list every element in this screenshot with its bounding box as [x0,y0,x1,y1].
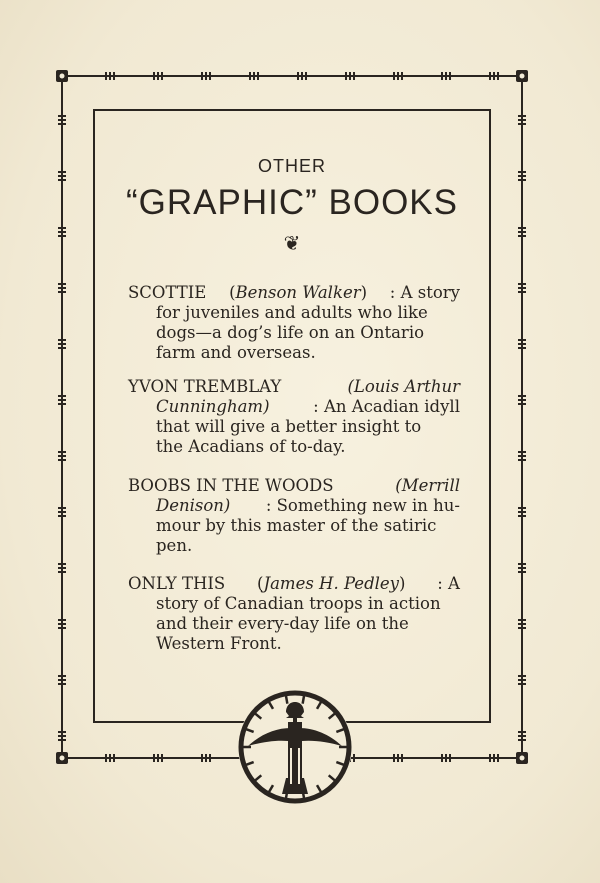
entry-line: for juveniles and adults who like [156,303,428,322]
entry-author: James H. Pedley [263,574,399,593]
entry-title: ONLY THIS [128,574,226,593]
entry-line: the Acadians of to-day. [156,437,346,456]
entry-author: Benson Walker [235,283,361,302]
entry-line: farm and overseas. [156,343,316,362]
entry-line: pen. [156,536,193,555]
entry-line: dogs—a dog’s life on an Ontario [156,323,425,342]
heading-other: OTHER [258,156,326,176]
book-entry-scottie [128,283,460,363]
book-entry-boobs-in-the-woods [128,476,460,556]
entry-line: and their every-day life on the [156,614,409,633]
entry-line: YVON TREMBLAY (Louis Arthur [128,377,460,396]
heading-graphic-books: “GRAPHIC” BOOKS [126,183,458,222]
entry-line: Western Front. [156,634,282,653]
entry-line: story of Canadian troops in action [156,594,441,613]
entry-line: SCOTTIE (Benson Walker) : A story [128,283,460,302]
entry-title: BOOBS IN THE WOODS [128,476,334,495]
entry-line: ONLY THIS (James H. Pedley) : A [128,574,460,593]
entry-line: Cunningham) : An Acadian idyll [156,397,460,416]
entry-title: YVON TREMBLAY [128,377,282,396]
thunderbird-emblem-icon [236,688,354,806]
fleuron-icon: ❦ [283,231,301,255]
entry-line: mour by this master of the satiric [156,516,437,535]
emblem-tick [286,696,287,704]
book-entry-yvon-tremblay [128,377,460,457]
entry-title: SCOTTIE [128,283,207,302]
book-entry-only-this [128,574,460,654]
entry-line: BOOBS IN THE WOODS (Merrill [128,476,460,495]
entry-line: Denison) : Something new in hu- [156,496,460,515]
emblem-tick [303,696,304,704]
entry-line: that will give a better insight to [156,417,422,436]
